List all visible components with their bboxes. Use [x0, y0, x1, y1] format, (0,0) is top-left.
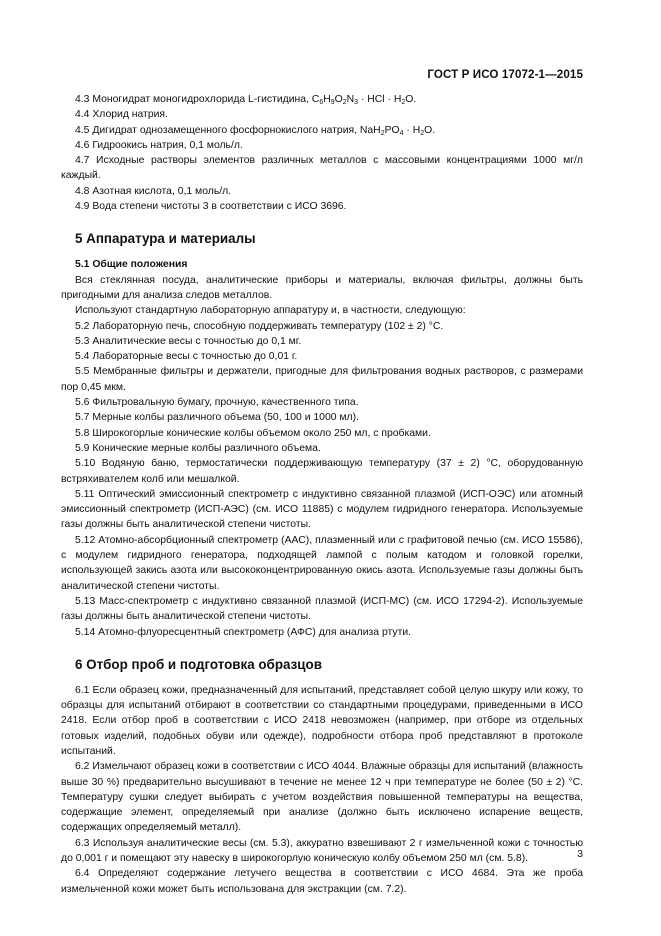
item-5-4: 5.4 Лабораторные весы с точностью до 0,01 г.: [75, 351, 298, 363]
item-5-13: 5.13 Масс-спектрометр с индуктивно связанной плазмой (ИСП-МС) (см. ИСО 17294-2). Используемые газы должны быть аналитической степени чистоты.: [61, 595, 583, 623]
section-5-intro-2: Используют стандартную лабораторную аппаратуру и, в частности, следующую:: [75, 305, 466, 317]
item-4-3: 4.3 Моногидрат моногидрохлорида L-гистидина, $C_6H_9O_2N_3$ · HCl · $H_2O$.: [75, 94, 417, 106]
item-4-7: 4.7 Исходные растворы элементов различных металлов с массовыми концентрациями 1000 мг/л каждый.: [61, 155, 583, 182]
item-4-9: 4.9 Вода степени чистоты 3 в соответствии с ИСО 3696.: [75, 201, 347, 213]
item-4-5: 4.5 Дигидрат однозамещенного фосфорнокислого натрия, $NaH_2PO_4 \cdot H_2O$.: [75, 124, 436, 137]
item-5-7: 5.7 Мерные колбы различного объема (50, 100 и 1000 мл).: [75, 412, 359, 424]
document-body: [61, 92, 583, 897]
item-5-6: 5.6 Фильтровальную бумагу, прочную, качественного типа.: [75, 397, 359, 409]
item-5-9: 5.9 Конические мерные колбы различного объема.: [75, 442, 321, 454]
item-6-1: 6.1 Если образец кожи, предназначенный для испытаний, представляет собой целую шкуру или кожу, то образцы для испытаний отбирают в соответствии со стандартными процедурами, приведенными в ИСО 2418. Если отбор проб в соответствии с ИСО 2418 невозможен (например, при отборе из отдельных готовых изделий, подобных обуви или одежде), подробности отбора проб представляют в протоколе испытаний.: [61, 684, 583, 757]
item-6-2: 6.2 Измельчают образец кожи в соответствии с ИСО 4044. Влажные образцы для испытаний (влажность выше 30 %) предварительно высушивают в течение не менее 12 ч при температуре не более (50 ± 2) °С. Температуру сушки следует выбирать с учетом воздействия повышенной температуры на вещества, содержащие элемент, определяемый при анализе (должно быть исключено испарение веществ, содержащих определяемый металл).: [61, 761, 583, 834]
item-4-4: 4.4 Хлорид натрия.: [75, 109, 168, 121]
page-number: 3: [577, 849, 583, 860]
item-5-11: 5.11 Оптический эмиссионный спектрометр с индуктивно связанной плазмой (ИСП-ОЭС) или атомный эмиссионный спектрометр (ИСП-АЭС) (см. ИСО 11885) с модулем гидридного генератора. Используемые газы должны быть аналитической степени чистоты.: [61, 488, 583, 531]
section-6-heading: 6 Отбор проб и подготовка образцов: [75, 656, 322, 672]
item-6-3: 6.3 Используя аналитические весы (см. 5.3), аккуратно взвешивают 2 г измельченной кожи с точностью до 0,001 г и помещают эту навеску в широкогорлую коническую колбу объемом 250 мл (см. 5.8).: [61, 837, 583, 865]
subsection-5-1-heading: 5.1 Общие положения: [75, 259, 188, 271]
section-5-heading: 5 Аппаратура и материалы: [75, 231, 256, 247]
item-5-3: 5.3 Аналитические весы с точностью до 0,1 мг.: [75, 335, 302, 347]
item-5-8: 5.8 Широкогорлые конические колбы объемом около 250 мл, с пробками.: [75, 427, 431, 439]
section-5-intro-1: Вся стеклянная посуда, аналитические приборы и материалы, включая фильтры, должны быть пригодными для анализа следов металлов.: [61, 274, 583, 301]
document-standard-id: ГОСТ Р ИСО 17072-1—2015: [427, 68, 583, 81]
item-5-10: 5.10 Водяную баню, термостатически поддерживающую температуру (37 ± 2) °С, оборудованную встряхивателем колб или мешалкой.: [61, 458, 583, 485]
item-5-2: 5.2 Лабораторную печь, способную поддерживать температуру (102 ± 2) °С.: [75, 320, 444, 332]
item-4-6: 4.6 Гидроокись натрия, 0,1 моль/л.: [75, 139, 243, 151]
item-4-8: 4.8 Азотная кислота, 0,1 моль/л.: [75, 185, 232, 197]
item-6-4: 6.4 Определяют содержание летучего вещества в соответствии с ИСО 4684. Эта же проба измельченной кожи может быть использована для экстракции (см. 7.2).: [61, 868, 583, 895]
item-5-14: 5.14 Атомно-флуоресцентный спектрометр (АФС) для анализа ртути.: [75, 626, 412, 638]
item-5-12: 5.12 Атомно-абсорбционный спектрометр (ААС), плазменный или с графитовой печью (см. ИСО 15586), с модулем гидридного генератора, подходящей лампой с полым катодом и головкой горелки, использующей закись азота или высококонцентрированную окись азота. Используемые газы должны быть аналитической степени чистоты.: [61, 534, 583, 592]
item-5-5: 5.5 Мембранные фильтры и держатели, пригодные для фильтрования водных растворов, с размерами пор 0,45 мкм.: [61, 366, 583, 393]
